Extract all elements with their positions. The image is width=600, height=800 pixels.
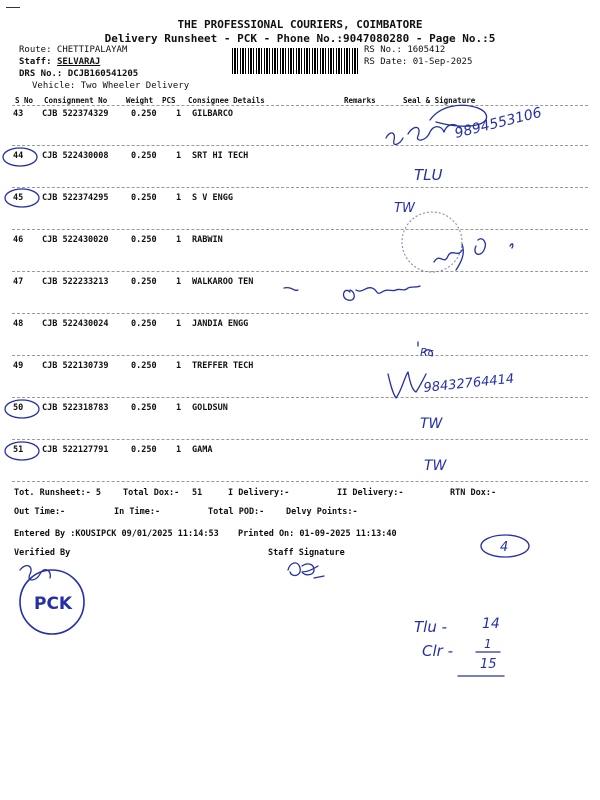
rtn-dox: RTN Dox:- (450, 488, 497, 498)
consignee: SRT HI TECH (192, 151, 249, 161)
weight: 0.250 (131, 193, 157, 203)
pcs: 1 (176, 235, 182, 245)
company-name: THE PROFESSIONAL COURIERS, COIMBATORE (177, 18, 423, 31)
pck-stamp-text: PCK (34, 594, 73, 614)
staff-value: SELVARAJ (56, 57, 101, 67)
col-weight: Weight (126, 96, 154, 105)
sno: 46 (13, 235, 24, 245)
pcs: 1 (176, 319, 182, 329)
consignee: WALKAROO TEN (192, 277, 254, 287)
pcs: 1 (176, 361, 182, 371)
tw-mark: TW (394, 201, 415, 216)
circle-mark-45 (5, 189, 39, 207)
consignment-no: CJB 522430024 (42, 319, 109, 329)
tally-value-1: 14 (482, 616, 500, 632)
ii-delivery: II Delivery:- (337, 488, 404, 498)
sno: 51 (13, 445, 24, 455)
consignment-no: CJB 522127791 (42, 445, 109, 455)
i-delivery: I Delivery:- (228, 488, 290, 498)
tw-mark: TW (424, 458, 447, 474)
circle-mark-51 (5, 442, 39, 460)
phone-number-2: 98432764414 (422, 371, 515, 396)
out-time: Out Time:- (14, 507, 66, 517)
sno: 50 (13, 403, 24, 413)
tw-mark: TW (420, 416, 443, 432)
weight: 0.250 (131, 277, 157, 287)
entered-by: Entered By :KOUSIPCK 09/01/2025 11:14:53 (14, 529, 219, 539)
consignee: GAMA (192, 445, 213, 455)
consignment-no: CJB 522430008 (42, 151, 109, 161)
consignee: S V ENGG (192, 193, 233, 203)
consignee: GOLDSUN (192, 403, 228, 413)
signature-scribble (434, 239, 513, 270)
sno: 49 (13, 361, 24, 371)
weight: 0.250 (131, 109, 157, 119)
total-dox-label: Total Dox:- (123, 488, 180, 498)
consignment-no: CJB 522430020 (42, 235, 109, 245)
weight: 0.250 (131, 151, 157, 161)
consignee: GILBARCO (192, 109, 233, 119)
tlu-mark: TLU (414, 166, 443, 184)
consignee: RABWIN (192, 235, 223, 245)
circle-mark-50 (5, 400, 39, 418)
tot-runsheet: Tot. Runsheet:- 5 (14, 488, 101, 498)
weight: 0.250 (131, 445, 157, 455)
weight: 0.250 (131, 361, 157, 371)
total-dox-value: 51 (192, 488, 203, 498)
rc-mark: Rc (420, 346, 434, 359)
faint-seal (402, 212, 462, 272)
tally-denominator: 15 (480, 657, 497, 672)
staff-signature (288, 563, 324, 578)
pcs: 1 (176, 403, 182, 413)
tally-label-2: Clr - (422, 642, 453, 660)
tally-label-1: Tlu - (414, 618, 448, 636)
sno: 44 (13, 151, 24, 161)
pcs: 1 (176, 193, 182, 203)
weight: 0.250 (131, 235, 157, 245)
sno: 47 (13, 277, 24, 287)
pcs: 1 (176, 151, 182, 161)
delvy-points: Delvy Points:- (286, 507, 358, 517)
drs-value: DCJB160541205 (67, 69, 139, 79)
vehicle: Vehicle: Two Wheeler Delivery (32, 81, 190, 91)
col-seal: Seal & Signature (403, 96, 476, 105)
weight: 0.250 (131, 403, 157, 413)
col-remarks: Remarks (344, 96, 376, 105)
staff-signature-label: Staff Signature (268, 548, 345, 558)
sno: 45 (13, 193, 24, 203)
consignment-no: CJB 522233213 (42, 277, 109, 287)
sno: 48 (13, 319, 24, 329)
tally-numerator: 1 (484, 637, 492, 651)
runsheet-title: Delivery Runsheet - PCK - Phone No.:9047080280 - Page No.:5 (104, 32, 496, 45)
page-number-4: 4 (500, 540, 509, 555)
rs-date: RS Date: 01-Sep-2025 (364, 57, 473, 67)
rs-number: RS No.: 1605412 (364, 45, 446, 55)
col-pcs: PCS (162, 96, 176, 105)
phone-number-1: 9894553106 (453, 104, 544, 142)
verified-signature (20, 566, 50, 580)
pcs: 1 (176, 277, 182, 287)
staff-label: Staff: (19, 57, 52, 67)
consignment-no: CJB 522374329 (42, 109, 109, 119)
drs-label: DRS No.: (19, 69, 63, 79)
sno: 43 (13, 109, 24, 119)
in-time: In Time:- (114, 507, 161, 517)
verified-by: Verified By (14, 548, 71, 558)
consignment-no: CJB 522374295 (42, 193, 109, 203)
consignment-no: CJB 522318783 (42, 403, 109, 413)
route: Route: CHETTIPALAYAM (19, 45, 128, 55)
col-consignment: Consignment No (44, 96, 108, 105)
consignee: TREFFER TECH (192, 361, 254, 371)
pcs: 1 (176, 109, 182, 119)
col-sno: S No (15, 96, 34, 105)
signature-scribble (284, 286, 420, 300)
col-consignee: Consignee Details (188, 96, 265, 105)
total-pod: Total POD:- (208, 507, 265, 517)
weight: 0.250 (131, 319, 157, 329)
circle-mark-44 (3, 148, 37, 166)
printed-on: Printed On: 01-09-2025 11:13:40 (238, 529, 397, 539)
consignment-no: CJB 522130739 (42, 361, 109, 371)
consignee: JANDIA ENGG (192, 319, 249, 329)
pcs: 1 (176, 445, 182, 455)
